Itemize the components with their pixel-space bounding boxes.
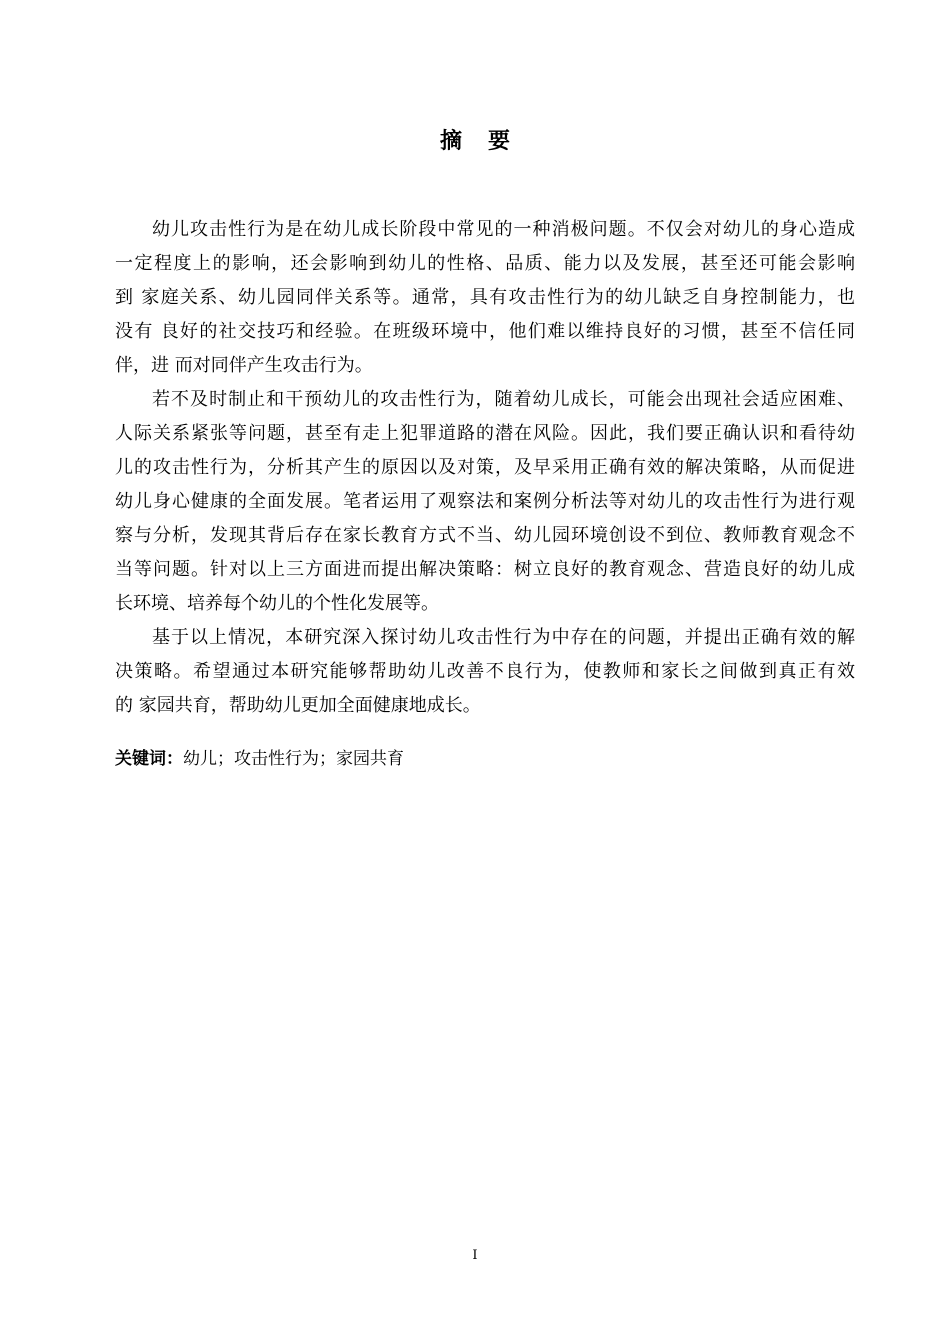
paragraph-line: 伴，进 而对同伴产生攻击行为。 (115, 355, 373, 376)
keywords (115, 744, 404, 769)
paragraph-line: 没有 良好的社交技巧和经验。在班级环境中，他们难以维持良好的习惯，甚至不信任同 (115, 321, 855, 342)
abstract-paragraph (115, 216, 855, 386)
keywords-label: 关键词： (115, 749, 183, 769)
paragraph-line: 幼儿身心健康的全面发展。笔者运用了观察法和案例分析法等对幼儿的攻击性行为进行观 (115, 491, 855, 512)
abstract-paragraph (115, 386, 855, 624)
paragraph-line: 幼儿攻击性行为是在幼儿成长阶段中常见的一种消极问题。不仅会对幼儿的身心造成 (152, 219, 855, 240)
paragraph-line: 一定程度上的影响，还会影响到幼儿的性格、品质、能力以及发展，甚至还可能会影响 (115, 253, 855, 274)
page-title: 摘要 (439, 129, 536, 154)
keywords-value: 幼儿；攻击性行为；家园共育 (183, 749, 404, 769)
abstract-paragraph (115, 624, 855, 726)
paragraph-line: 到 家庭关系、幼儿园同伴关系等。通常，具有攻击性行为的幼儿缺乏自身控制能力，也 (115, 287, 855, 308)
page-number: I (472, 1248, 478, 1263)
paragraph-line: 儿的攻击性行为，分析其产生的原因以及对策，及早采用正确有效的解决策略，从而促进 (115, 457, 855, 478)
paragraph-line: 基于以上情况，本研究深入探讨幼儿攻击性行为中存在的问题，并提出正确有效的解 (152, 627, 855, 648)
paragraph-line: 若不及时制止和干预幼儿的攻击性行为，随着幼儿成长，可能会出现社会适应困难、 (152, 389, 855, 410)
paragraph-line: 决策略。希望通过本研究能够帮助幼儿改善不良行为，使教师和家长之间做到真正有效 (115, 661, 855, 682)
paragraph-line: 人际关系紧张等问题，甚至有走上犯罪道路的潜在风险。因此，我们要正确认识和看待幼 (115, 423, 855, 444)
paragraph-line: 当等问题。针对以上三方面进而提出解决策略：树立良好的教育观念、营造良好的幼儿成 (115, 559, 855, 580)
abstract-body (115, 216, 855, 726)
paragraph-line: 察与分析，发现其背后存在家长教育方式不当、幼儿园环境创设不到位、教师教育观念不 (115, 525, 855, 546)
paragraph-line: 的 家园共育，帮助幼儿更加全面健康地成长。 (115, 695, 481, 716)
paragraph-line: 长环境、培养每个幼儿的个性化发展等。 (115, 593, 439, 614)
